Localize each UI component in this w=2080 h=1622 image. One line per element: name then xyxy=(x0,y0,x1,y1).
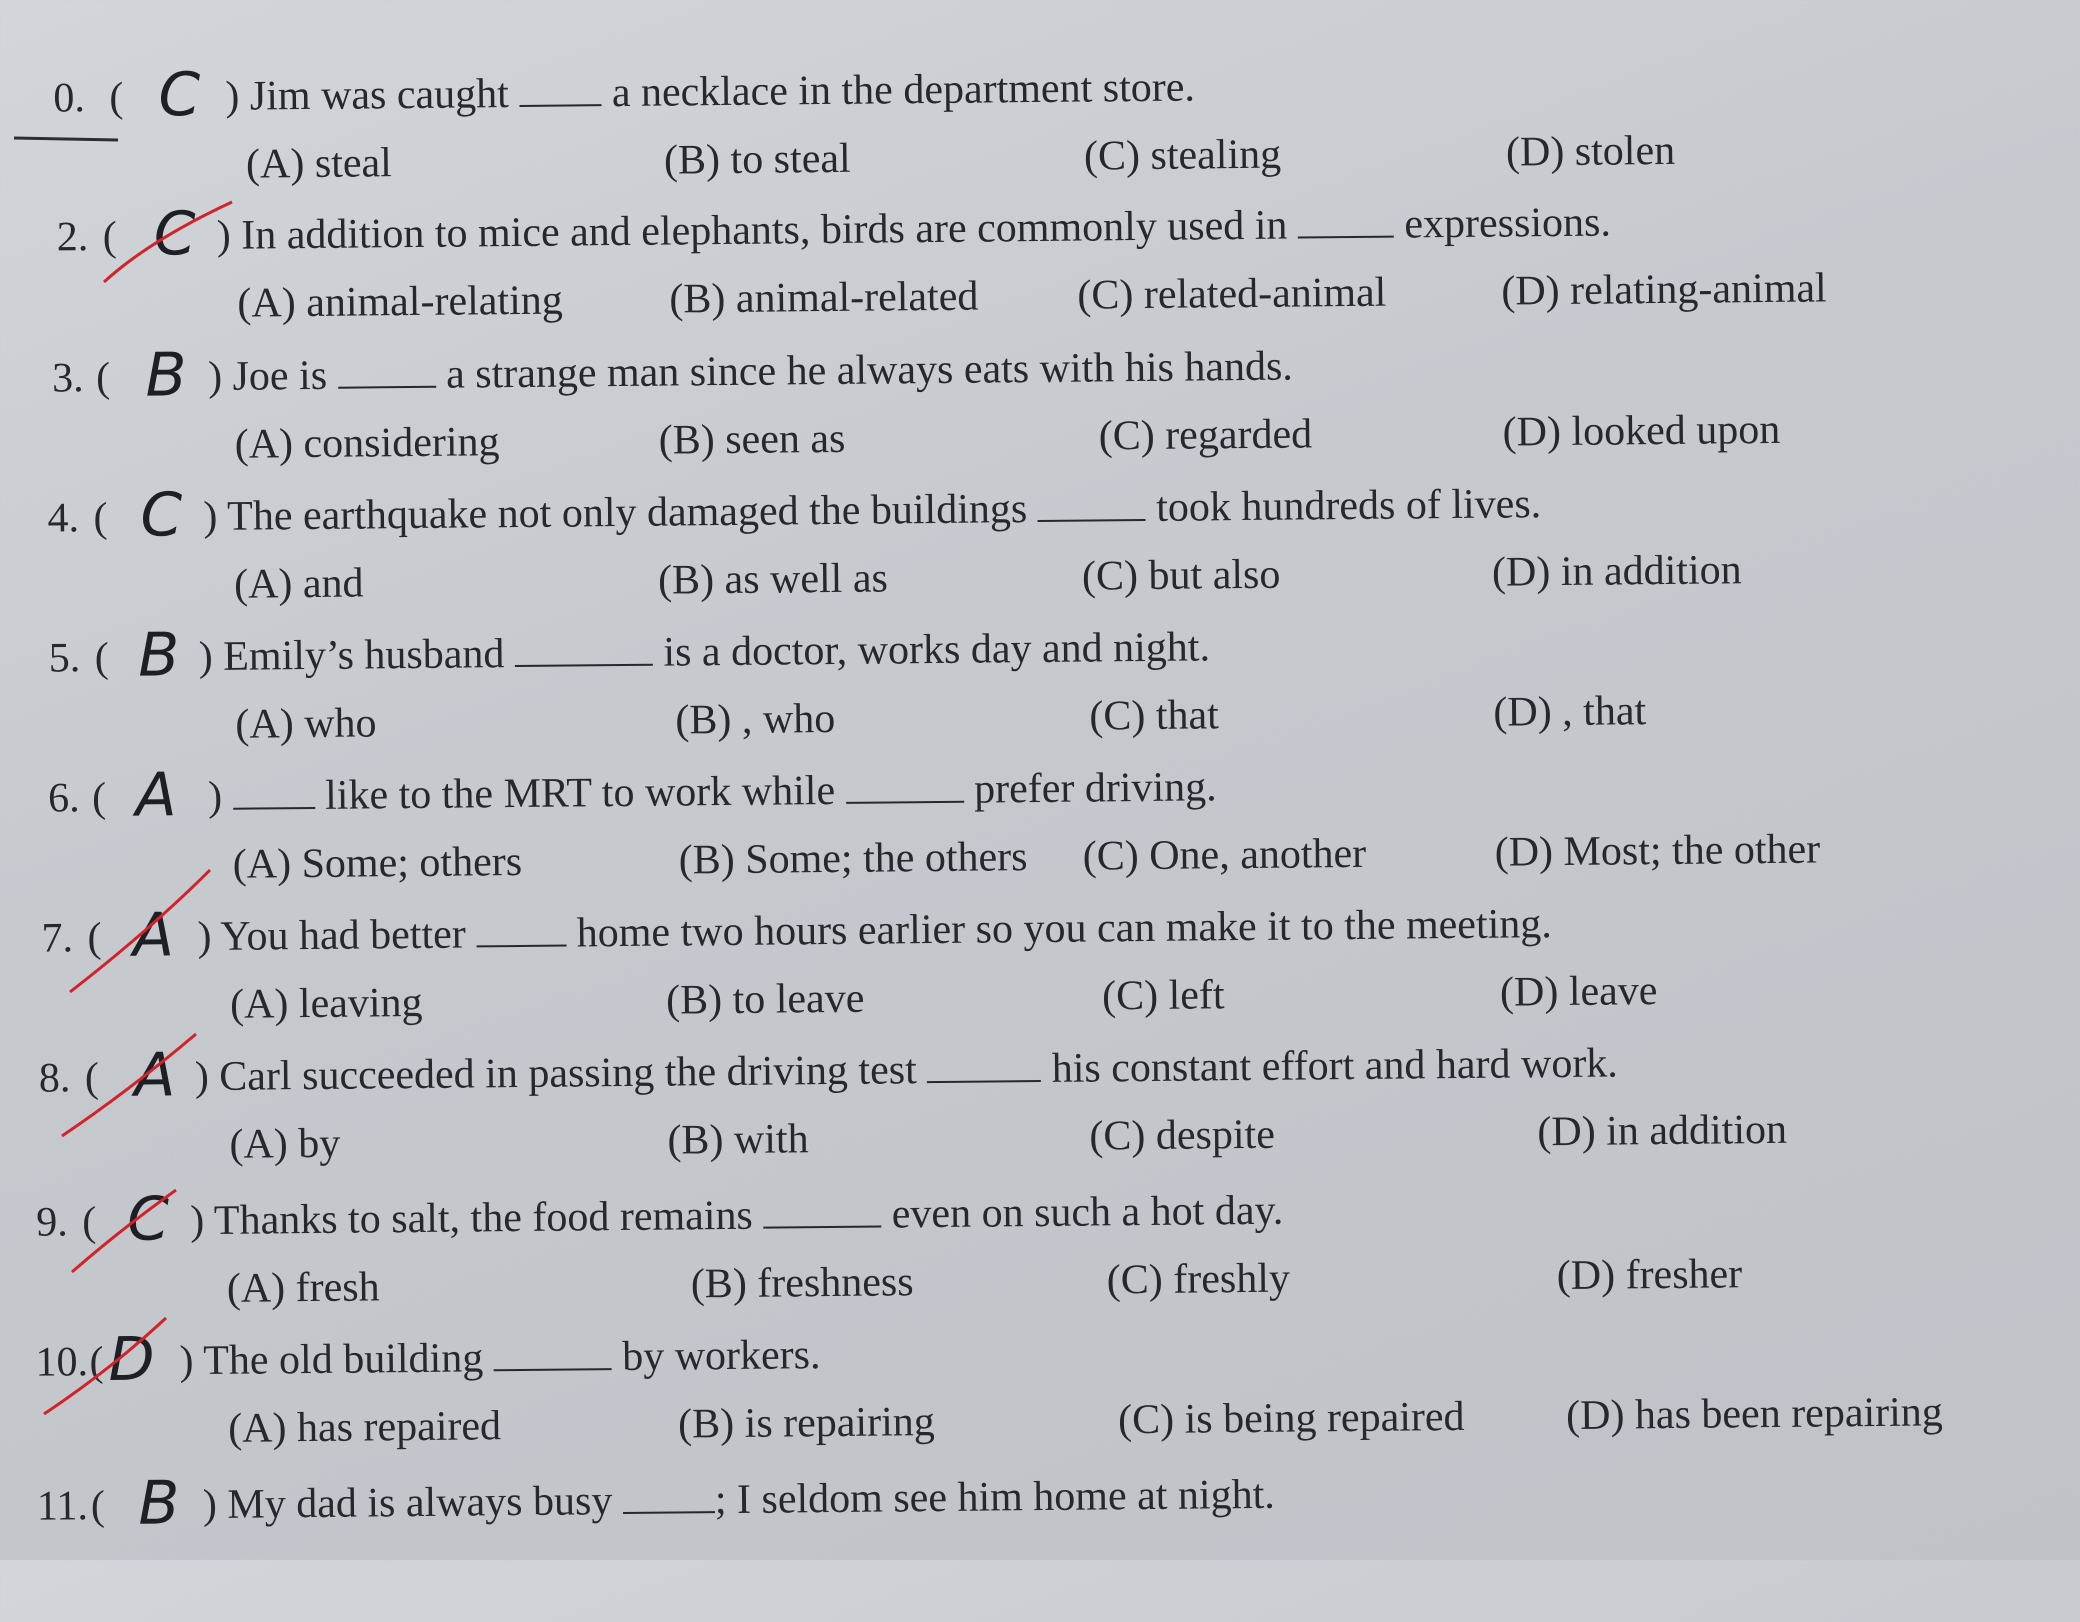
option-c: (C) that xyxy=(1089,692,1220,740)
option-a: (A) considering xyxy=(234,419,500,468)
paren-open: ( xyxy=(87,915,102,962)
option-b: (B) , who xyxy=(675,695,836,744)
paren-open: ( xyxy=(81,1199,97,1246)
question-5 xyxy=(0,614,2080,774)
option-c: (C) left xyxy=(1101,972,1225,1020)
option-a: (A) steal xyxy=(245,140,393,188)
option-a: (A) fresh xyxy=(226,1264,380,1312)
question-number: 11. xyxy=(36,1483,89,1530)
question-stem: ) The earthquake not only damaged the buildings took hundreds of lives. xyxy=(203,481,1542,541)
question-number: 6. xyxy=(47,775,80,822)
question-stem: ) Jim was caught a necklace in the department store. xyxy=(225,64,1196,120)
option-d: (D) in addition xyxy=(1537,1106,1788,1156)
option-a: (A) Some; others xyxy=(232,838,523,888)
question-stem: ) You had better home two hours earlier so you can make it to the meeting. xyxy=(197,901,1553,961)
option-c: (C) despite xyxy=(1089,1111,1276,1160)
handwritten-answer: B xyxy=(137,1468,180,1539)
option-d: (D) fresher xyxy=(1556,1251,1743,1300)
paren-open: ( xyxy=(91,774,107,822)
handwritten-answer: C xyxy=(153,199,197,270)
question-stem: ) Joe is a strange man since he always eats with his hands. xyxy=(207,343,1294,400)
option-a: (A) animal-relating xyxy=(237,277,563,327)
option-d: (D) leave xyxy=(1499,968,1658,1016)
paren-open: ( xyxy=(94,634,110,682)
question-stem: ) The old building by workers. xyxy=(179,1332,821,1385)
question-stem: ) Thanks to salt, the food remains even on such a hot day. xyxy=(189,1187,1284,1245)
question-2 xyxy=(0,193,2076,353)
option-a: (A) and xyxy=(233,560,364,608)
option-b: (B) with xyxy=(667,1116,809,1164)
handwritten-answer: D xyxy=(108,1324,155,1395)
paren-open: ( xyxy=(84,1055,100,1102)
paren-open: ( xyxy=(93,494,108,542)
option-b: (B) animal-related xyxy=(669,273,979,323)
question-stem: ) My dad is always busy ; I seldom see him home at night. xyxy=(202,1471,1275,1529)
option-a: (A) has repaired xyxy=(227,1403,502,1452)
question-10 xyxy=(5,1318,2080,1478)
question-number: 9. xyxy=(35,1199,68,1246)
option-d: (D) stolen xyxy=(1505,127,1676,176)
option-b: (B) to steal xyxy=(663,135,851,184)
option-d: (D) relating-animal xyxy=(1501,265,1827,315)
question-number: 3. xyxy=(51,355,84,402)
handwritten-answer: A xyxy=(133,1040,176,1111)
handwritten-answer: B xyxy=(137,620,180,691)
option-c: (C) One, another xyxy=(1082,830,1367,880)
option-b: (B) is repairing xyxy=(677,1399,935,1448)
question-stem: ) Carl succeeded in passing the driving test his constant effort and hard work. xyxy=(194,1040,1619,1101)
option-c: (C) freshly xyxy=(1106,1255,1291,1304)
question-8 xyxy=(3,1034,2080,1194)
question-stem: ) In addition to mice and elephants, birds are commonly used in expressions. xyxy=(216,199,1612,259)
option-d: (D) looked upon xyxy=(1502,406,1781,456)
option-d: (D) in addition xyxy=(1491,547,1742,596)
question-number: 2. xyxy=(56,214,89,261)
option-d: (D) , that xyxy=(1493,688,1647,736)
option-a: (A) leaving xyxy=(229,979,423,1028)
paren-open: ( xyxy=(89,1339,104,1386)
question-0 xyxy=(0,54,2074,214)
option-d: (D) has been repairing xyxy=(1565,1389,1944,1439)
handwritten-answer: A xyxy=(135,760,177,831)
question-number: 7. xyxy=(41,915,74,962)
handwritten-answer: A xyxy=(132,900,175,971)
question-stem: ) like to the MRT to work while prefer driving. xyxy=(207,764,1217,820)
paren-open: ( xyxy=(90,1483,106,1530)
handwritten-answer: C xyxy=(158,60,201,131)
question-11 xyxy=(7,1462,2080,1622)
option-d: (D) Most; the other xyxy=(1494,826,1821,876)
option-c: (C) but also xyxy=(1081,551,1281,600)
option-b: (B) freshness xyxy=(690,1259,914,1308)
handwritten-answer: C xyxy=(126,1184,170,1255)
question-3 xyxy=(0,334,2077,494)
option-b: (B) to leave xyxy=(665,975,865,1024)
option-a: (A) who xyxy=(235,700,377,748)
question-number: 0. xyxy=(53,75,86,122)
question-number: 10. xyxy=(35,1339,89,1386)
question-number: 8. xyxy=(38,1055,71,1102)
handwritten-answer: C xyxy=(140,480,183,551)
option-c: (C) is being repaired xyxy=(1117,1393,1465,1444)
option-c: (C) related-animal xyxy=(1077,269,1387,319)
option-b: (B) Some; the others xyxy=(678,834,1028,884)
question-9 xyxy=(4,1178,2080,1338)
option-c: (C) regarded xyxy=(1098,411,1313,460)
question-6 xyxy=(0,754,2080,914)
option-c: (C) stealing xyxy=(1083,131,1282,180)
option-a: (A) by xyxy=(229,1120,341,1168)
paren-open: ( xyxy=(95,354,111,402)
option-b: (B) seen as xyxy=(658,415,846,464)
question-7 xyxy=(1,894,2080,1054)
option-b: (B) as well as xyxy=(657,555,889,604)
question-stem: ) Emily’s husband is a doctor, works day and night. xyxy=(198,624,1211,681)
paren-open: ( xyxy=(109,74,124,121)
question-number: 4. xyxy=(47,495,80,542)
question-number: 5. xyxy=(48,635,81,682)
question-4 xyxy=(0,474,2078,634)
handwritten-answer: B xyxy=(145,340,187,411)
paren-open: ( xyxy=(102,213,117,260)
